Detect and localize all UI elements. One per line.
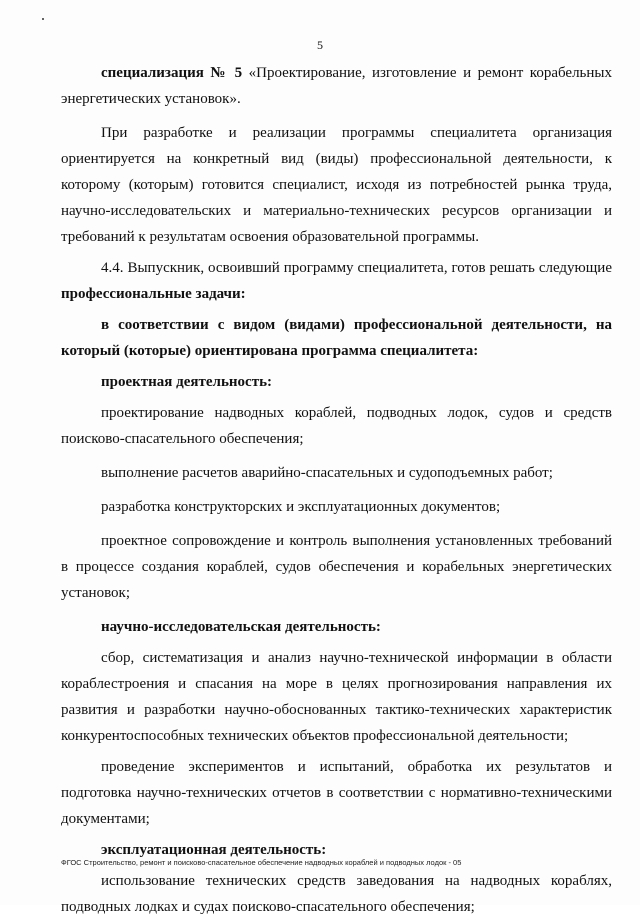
specialization-text: «Проектирование, изготовление и ремонт корабельных энергетических установок».	[61, 65, 613, 107]
document-body	[61, 60, 612, 920]
heading-design-activity: проектная деятельность:	[101, 374, 272, 390]
paragraph-graduate-tasks	[61, 255, 612, 307]
page-number: 5	[317, 38, 323, 52]
operation-item-1: использование технических средств заведования на надводных кораблях, подводных лодках и судах поисково-спасательного обеспечения;	[61, 873, 612, 915]
design-item-4: проектное сопровождение и контроль выполнения установленных требований в процессе создания кораблей, судов обеспечения и корабельных энергетических установок;	[61, 533, 612, 601]
heading-research-activity: научно-исследовательская деятельность:	[101, 619, 381, 635]
document-footer: ФГОС Строительство, ремонт и поисково-спасательное обеспечение надводных кораблей и подводных лодок - 05	[61, 858, 462, 867]
design-item-1: проектирование надводных кораблей, подводных лодок, судов и средств поисково-спасательного обеспечения;	[61, 405, 612, 447]
design-item-2: выполнение расчетов аварийно-спасательных и судоподъемных работ;	[101, 465, 553, 481]
heading-operation-activity: эксплуатационная деятельность:	[101, 842, 327, 858]
design-item-3: разработка конструкторских и эксплуатационных документов;	[101, 499, 501, 515]
research-item-1: сбор, систематизация и анализ научно-технической информации в области кораблестроения и спасания на море в целях прогнозирования направления их развития и разработки научно-обоснованных тактико-технических характеристик конкурентоспособных технических объектов профессиональной деятельности;	[61, 650, 612, 744]
graduate-tasks-bold: профессиональные задачи:	[61, 286, 246, 302]
paragraph-specialization	[61, 60, 612, 112]
graduate-tasks-text: 4.4. Выпускник, освоивший программу специалитета, готов решать следующие	[101, 260, 612, 276]
paragraph-activity-types: в соответствии с видом (видами) профессиональной деятельности, на который (которые) ориентирована программа специалитета:	[61, 317, 612, 359]
research-item-2: проведение экспериментов и испытаний, обработка их результатов и подготовка научно-технических отчетов в соответствии с нормативно-техническими документами;	[61, 759, 612, 827]
scan-speck	[42, 18, 44, 20]
specialization-label: специализация № 5	[101, 65, 243, 81]
paragraph-orientation: При разработке и реализации программы специалитета организация ориентируется на конкретный вид (виды) профессиональной деятельности, к которому (которым) готовится специалист, исходя из потребностей рынка труда, научно-исследовательских и материально-технических ресурсов организации и требований к результатам освоения образовательной программы.	[61, 125, 612, 245]
